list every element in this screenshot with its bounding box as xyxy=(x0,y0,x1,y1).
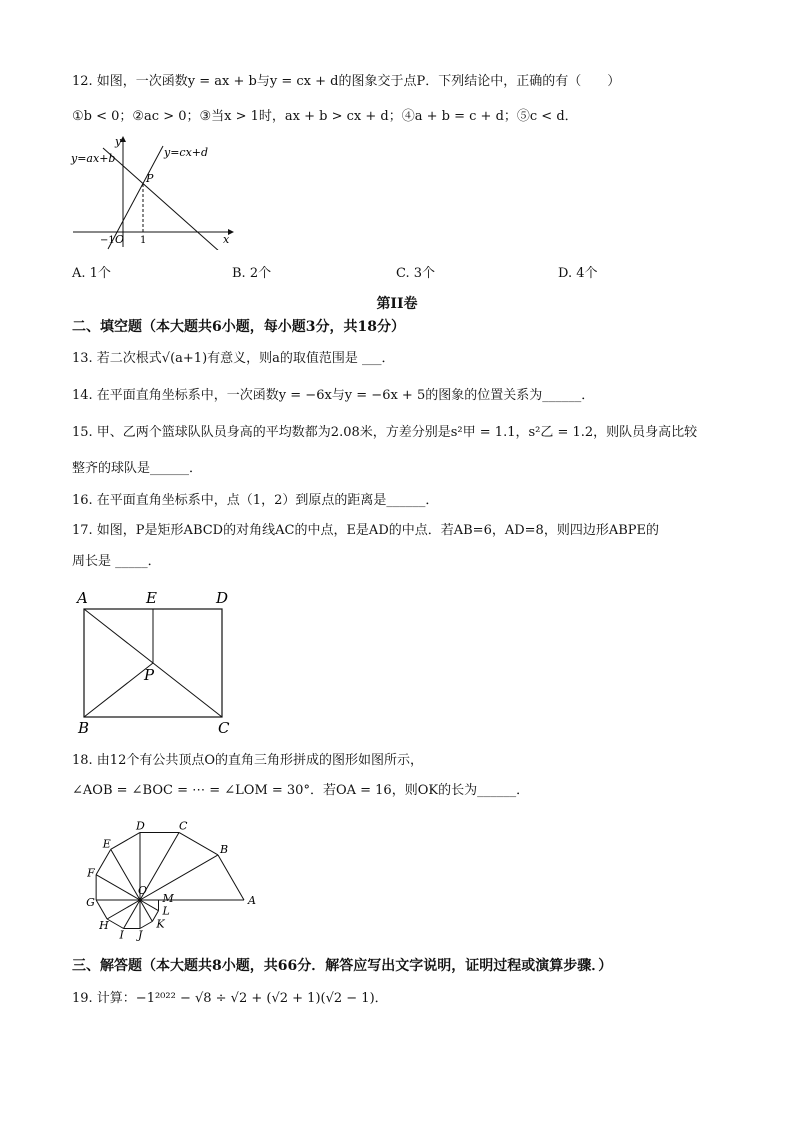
edge-hi xyxy=(107,919,123,928)
edge-jk xyxy=(140,921,152,928)
label-J: J xyxy=(138,928,143,942)
label-M: M xyxy=(162,892,174,905)
label-B: B xyxy=(78,719,90,736)
label-A: A xyxy=(248,894,256,907)
q12-stem: 12. 如图，一次函数y = ax + b与y = cx + d的图象交于点P．下列结论中，正确的有（ ） xyxy=(72,74,621,89)
q15-line1: 15. 甲、乙两个篮球队队员身高的平均数都为2.08米，方差分别是s²甲 = 1.1，s²乙 = 1.2，则队员身高比较 xyxy=(72,425,698,440)
q17-figure xyxy=(72,586,242,736)
q12-graph xyxy=(68,132,243,250)
label-O: O xyxy=(115,233,125,246)
label-A: A xyxy=(77,589,88,607)
edge-de xyxy=(111,832,140,849)
label-G: G xyxy=(86,896,95,909)
q18-figure xyxy=(76,815,276,945)
label-line2: y=cx+d xyxy=(164,146,209,159)
radial-ob xyxy=(140,855,218,900)
q18-line1: 18. 由12个有公共顶点O的直角三角形拼成的图形如图所示， xyxy=(72,753,424,768)
label-H: H xyxy=(99,918,109,932)
section2-header: 二、填空题（本大题共6小题，每小题3分，共18分） xyxy=(72,319,405,335)
q17-line2: 周长是 _____． xyxy=(72,554,161,569)
radial-of xyxy=(96,875,140,900)
label-C: C xyxy=(218,719,230,736)
q12-option-a: A. 1个 xyxy=(72,266,111,281)
label-E: E xyxy=(102,837,111,851)
label-B: B xyxy=(220,842,229,856)
label-F: F xyxy=(87,866,95,880)
edge-ab xyxy=(218,855,244,900)
q18-line2: ∠AOB = ∠BOC = ⋯ = ∠LOM = 30°．若OA = 16，则OK的长为______． xyxy=(72,783,530,798)
label-1: 1 xyxy=(140,235,147,246)
q14: 14. 在平面直角坐标系中，一次函数y = −6x与y = −6x + 5的图象的位置关系为______． xyxy=(72,388,595,403)
q13: 13. 若二次根式√(a+1)有意义，则a的取值范围是 ___． xyxy=(72,351,395,366)
q17-line1: 17. 如图，P是矩形ABCD的对角线AC的中点，E是AD的中点．若AB=6，AD=8，则四边形ABPE的 xyxy=(72,523,659,538)
label-D: D xyxy=(136,819,145,833)
seg-bp xyxy=(84,663,153,717)
label-line1: y=ax+b xyxy=(71,152,116,165)
label-neg1: −1 xyxy=(100,235,115,246)
volume-title: 第II卷 xyxy=(376,296,418,312)
edge-bc xyxy=(179,832,218,855)
label-I: I xyxy=(119,928,124,942)
q19: 19. 计算：−1²⁰²² − √8 ÷ √2 + (√2 + 1)(√2 − 1)． xyxy=(72,991,388,1006)
label-P: P xyxy=(144,666,155,684)
q12-conditions: ①b < 0；②ac > 0；③当x > 1时，ax + b > cx + d；④a + b = c + d；⑤c < d． xyxy=(72,109,578,124)
edge-ef xyxy=(96,849,111,874)
label-K: K xyxy=(156,917,165,931)
q15-line2: 整齐的球队是______． xyxy=(72,461,203,476)
q12-option-b: B. 2个 xyxy=(232,266,272,281)
label-C: C xyxy=(179,819,188,833)
q12-option-c: C. 3个 xyxy=(396,266,436,281)
label-P: P xyxy=(146,172,154,185)
label-y: y xyxy=(115,135,122,148)
label-D: D xyxy=(216,589,229,607)
label-O: O xyxy=(138,884,148,897)
edge-gh xyxy=(96,900,107,919)
label-x: x xyxy=(223,233,230,246)
label-L: L xyxy=(162,904,170,918)
section3-header: 三、解答题（本大题共8小题，共66分．解答应写出文字说明，证明过程或演算步骤．） xyxy=(72,958,613,974)
q16: 16. 在平面直角坐标系中，点（1，2）到原点的距离是______． xyxy=(72,493,439,508)
label-E: E xyxy=(146,589,157,607)
radial-oe xyxy=(111,849,140,900)
q12-option-d: D. 4个 xyxy=(558,266,598,281)
